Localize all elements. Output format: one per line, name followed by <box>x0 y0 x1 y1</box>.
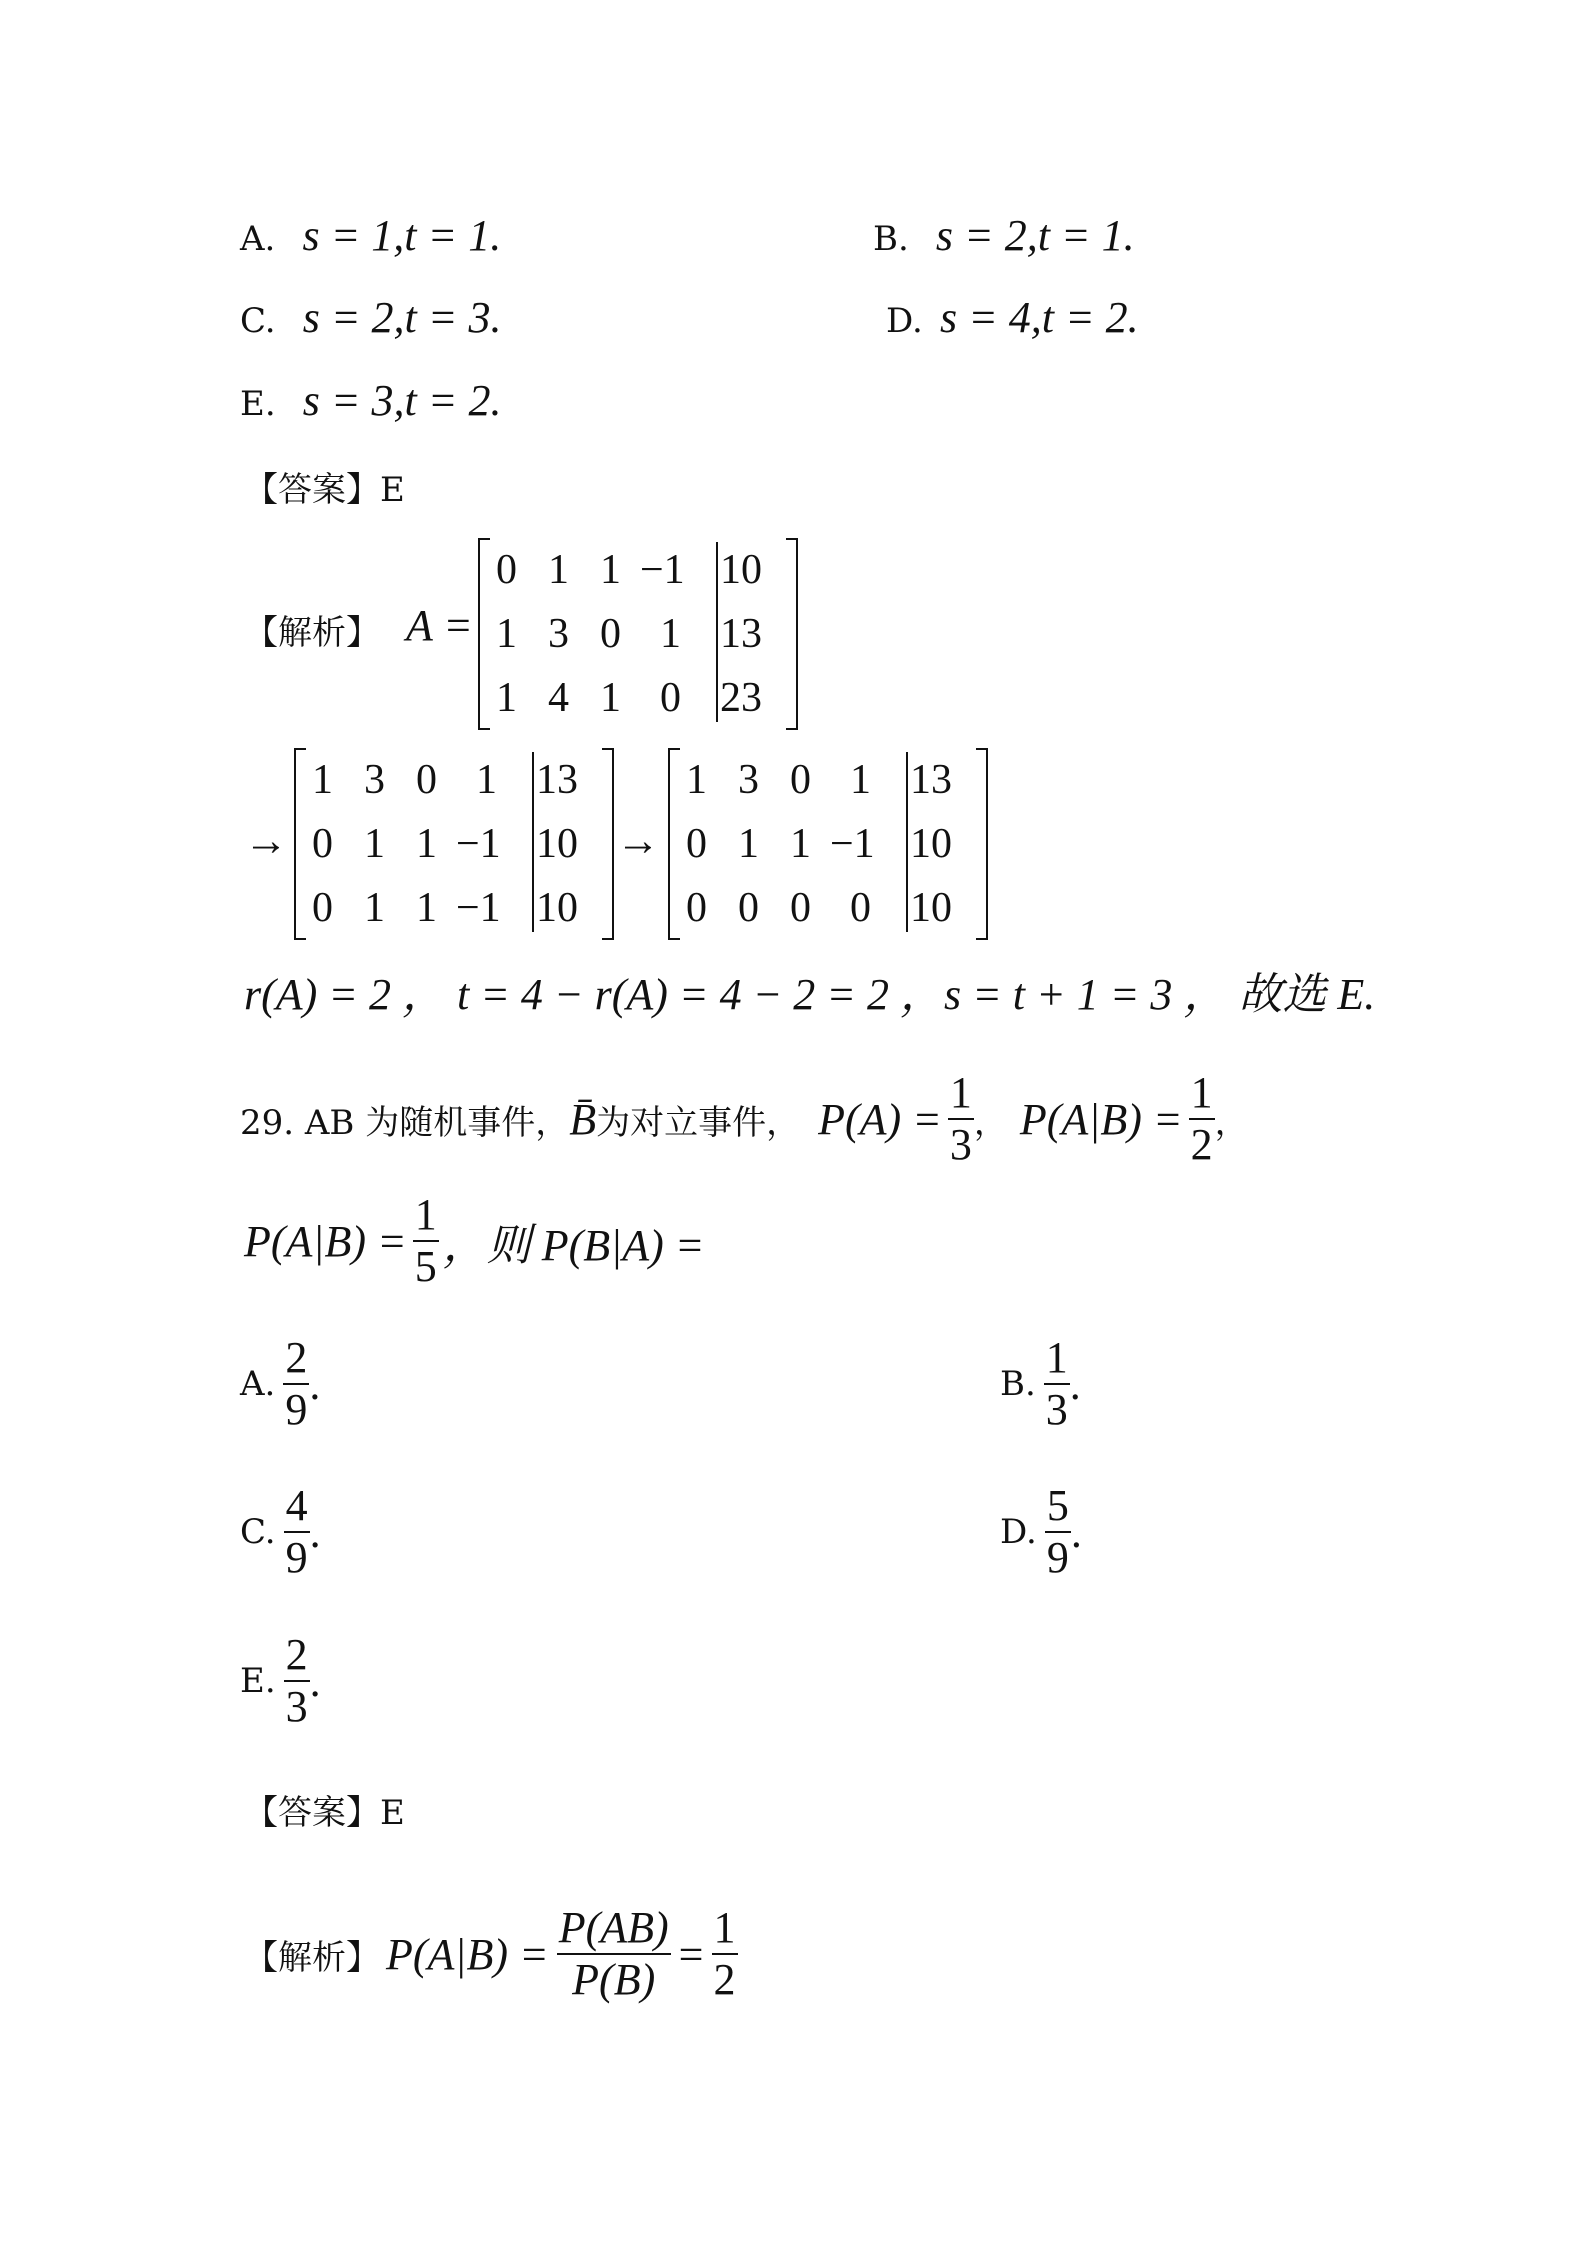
matrix-cell: 3 <box>364 757 385 803</box>
option-label: E. <box>240 384 276 424</box>
q28-option-b <box>873 210 1135 261</box>
pa-den: 3 <box>949 1120 972 1170</box>
matrix-cell: 1 <box>476 757 497 803</box>
arrow-2: → <box>616 816 660 865</box>
matrix-cell: −1 <box>640 547 685 593</box>
matrix-cell: 10 <box>720 547 762 593</box>
q28-option-e <box>240 375 501 426</box>
augmented-matrix-1 <box>478 538 796 726</box>
option-expr: s = 4,t = 2. <box>939 293 1139 342</box>
frac-num: 4 <box>285 1481 308 1530</box>
matrix-cell: 1 <box>364 821 385 867</box>
matrix-cell: 0 <box>738 885 759 931</box>
matrix-cell: 0 <box>312 885 333 931</box>
equals: = <box>678 1929 704 1979</box>
frac-num: 2 <box>285 1333 308 1382</box>
q29-answer <box>244 1785 405 1834</box>
option-label: E. <box>240 1661 276 1702</box>
matrix-cell: 4 <box>548 675 569 721</box>
q28-answer <box>244 462 405 511</box>
option-expr: s = 3,t = 2. <box>302 376 502 425</box>
option-label: B. <box>873 219 909 259</box>
matrix-cell: 0 <box>600 611 621 657</box>
dot: . <box>309 1656 321 1706</box>
pab2-num: 1 <box>414 1190 437 1239</box>
option-expr: s = 2,t = 3. <box>302 293 502 342</box>
dot: . <box>309 1507 321 1557</box>
pab-expr: P(A|B) = <box>1019 1094 1183 1144</box>
augmented-matrix-2 <box>294 748 612 936</box>
matrix-cell: 0 <box>850 885 871 931</box>
option-fraction <box>1044 1335 1070 1433</box>
arrow-1: → <box>244 816 288 865</box>
comma: ， <box>1214 1102 1249 1143</box>
q29-stem-line2 <box>244 1192 704 1290</box>
matrix-cell: 1 <box>600 675 621 721</box>
option-label: C. <box>240 1512 276 1553</box>
left-bracket <box>668 748 680 940</box>
ask-expr: ，则 P(B|A) = <box>442 1221 705 1271</box>
matrix-cell: −1 <box>830 821 875 867</box>
pa-fraction <box>948 1070 974 1168</box>
matrix-cell: 1 <box>496 675 517 721</box>
pa-num: 1 <box>949 1068 972 1117</box>
matrix-cell: 0 <box>660 675 681 721</box>
dot: . <box>1070 1507 1082 1557</box>
frac-num: 1 <box>713 1903 736 1952</box>
option-label: D. <box>1000 1512 1037 1553</box>
frac-num: 5 <box>1046 1481 1069 1530</box>
pab2-den: 5 <box>414 1242 437 1292</box>
matrix-cell: −1 <box>456 821 501 867</box>
option-label: B. <box>1000 1364 1036 1405</box>
matrix-cell: 0 <box>686 885 707 931</box>
matrix-cell: 1 <box>416 885 437 931</box>
frac-den: 3 <box>1045 1385 1068 1435</box>
frac-num: P(AB) <box>558 1903 669 1952</box>
pab-den: 2 <box>1190 1120 1213 1170</box>
matrix-cell: 1 <box>312 757 333 803</box>
q29-option-c <box>240 1483 321 1581</box>
q29-analysis <box>244 1905 738 2003</box>
matrix-cell: 1 <box>416 821 437 867</box>
matrix-cell: 0 <box>496 547 517 593</box>
dot: . <box>309 1359 321 1409</box>
q28-analysis-tag <box>244 605 380 654</box>
left-bracket <box>294 748 306 940</box>
matrix-lhs: A = <box>406 601 473 650</box>
matrix-cell: 0 <box>790 757 811 803</box>
option-fraction <box>284 1632 310 1730</box>
frac-den: 3 <box>285 1682 308 1732</box>
answer-value: E <box>380 1793 405 1833</box>
dot: . <box>1069 1359 1081 1409</box>
matrix-cell: 1 <box>600 547 621 593</box>
pab-num: 1 <box>1190 1068 1213 1117</box>
answer-tag: 【答案】 <box>244 470 380 510</box>
option-fraction <box>283 1335 309 1433</box>
matrix-cell: 0 <box>416 757 437 803</box>
frac-num: 1 <box>1045 1333 1068 1382</box>
matrix-cell: −1 <box>456 885 501 931</box>
matrix-cell: 0 <box>686 821 707 867</box>
pa-expr: P(A) = <box>818 1094 942 1144</box>
matrix-cell: 1 <box>496 611 517 657</box>
matrix-cell: 10 <box>536 885 578 931</box>
q29-option-b <box>1000 1335 1081 1433</box>
matrix-cell: 1 <box>738 821 759 867</box>
matrix-cell: 1 <box>548 547 569 593</box>
matrix-cell: 1 <box>364 885 385 931</box>
matrix-cell: 1 <box>850 757 871 803</box>
frac-den: 9 <box>285 1533 308 1583</box>
q29-stem-text: 29. AB 为随机事件， <box>240 1102 570 1143</box>
q28-conclusion: r(A) = 2 ， t = 4 − r(A) = 4 − 2 = 2 ，s = t + 1 = 3 ， 故选 E. <box>244 970 1376 1019</box>
q29-option-a <box>240 1335 320 1433</box>
q29-option-e <box>240 1632 321 1730</box>
q29-stem-line1 <box>240 1070 1249 1168</box>
option-expr: s = 1,t = 1. <box>302 211 502 260</box>
option-fraction <box>1045 1483 1071 1581</box>
analysis-lhs: P(A|B) = <box>386 1929 549 1979</box>
matrix-cell: 1 <box>660 611 681 657</box>
analysis-tag: 【解析】 <box>244 1937 380 1978</box>
matrix-cell: 23 <box>720 675 762 721</box>
matrix-cell: 3 <box>738 757 759 803</box>
pab2-fraction <box>413 1192 439 1290</box>
option-label: A. <box>240 219 276 259</box>
q28-option-a <box>240 210 501 261</box>
matrix-cell: 13 <box>720 611 762 657</box>
comma: ， <box>973 1102 1008 1143</box>
matrix-cell: 10 <box>536 821 578 867</box>
option-expr: s = 2,t = 1. <box>935 211 1135 260</box>
matrix-cell: 0 <box>312 821 333 867</box>
q28-option-d <box>886 292 1139 343</box>
pab2-expr: P(A|B) = <box>244 1216 407 1266</box>
matrix-cell: 13 <box>536 757 578 803</box>
option-label: D. <box>886 301 923 341</box>
matrix-cell: 0 <box>790 885 811 931</box>
frac-den: 2 <box>713 1955 736 2005</box>
conditional-fraction <box>557 1905 671 2003</box>
matrix-cell: 10 <box>910 821 952 867</box>
option-fraction <box>284 1483 310 1581</box>
q29-stem-text-2: 为对立事件， <box>596 1102 801 1143</box>
augment-divider <box>716 542 718 722</box>
right-bracket <box>602 748 614 940</box>
matrix-cell: 10 <box>910 885 952 931</box>
option-label: A. <box>240 1364 276 1405</box>
result-fraction <box>712 1905 738 2003</box>
q29-option-d <box>1000 1483 1082 1581</box>
frac-num: 2 <box>285 1630 308 1679</box>
matrix-cell: 1 <box>686 757 707 803</box>
matrix-cell: 13 <box>910 757 952 803</box>
frac-den: P(B) <box>572 1955 656 2005</box>
augment-divider <box>906 752 908 932</box>
answer-tag: 【答案】 <box>244 1793 380 1833</box>
option-label: C. <box>240 301 276 341</box>
augmented-matrix-3 <box>668 748 986 936</box>
b-bar: B̄ <box>569 1094 597 1144</box>
frac-den: 9 <box>1046 1533 1069 1583</box>
matrix-cell: 3 <box>548 611 569 657</box>
augment-divider <box>532 752 534 932</box>
q28-option-c <box>240 292 501 343</box>
frac-den: 9 <box>285 1385 308 1435</box>
right-bracket <box>976 748 988 940</box>
analysis-tag: 【解析】 <box>244 613 380 653</box>
right-bracket <box>786 538 798 730</box>
answer-value: E <box>380 470 405 510</box>
pab-fraction <box>1189 1070 1215 1168</box>
matrix-cell: 1 <box>790 821 811 867</box>
left-bracket <box>478 538 490 730</box>
